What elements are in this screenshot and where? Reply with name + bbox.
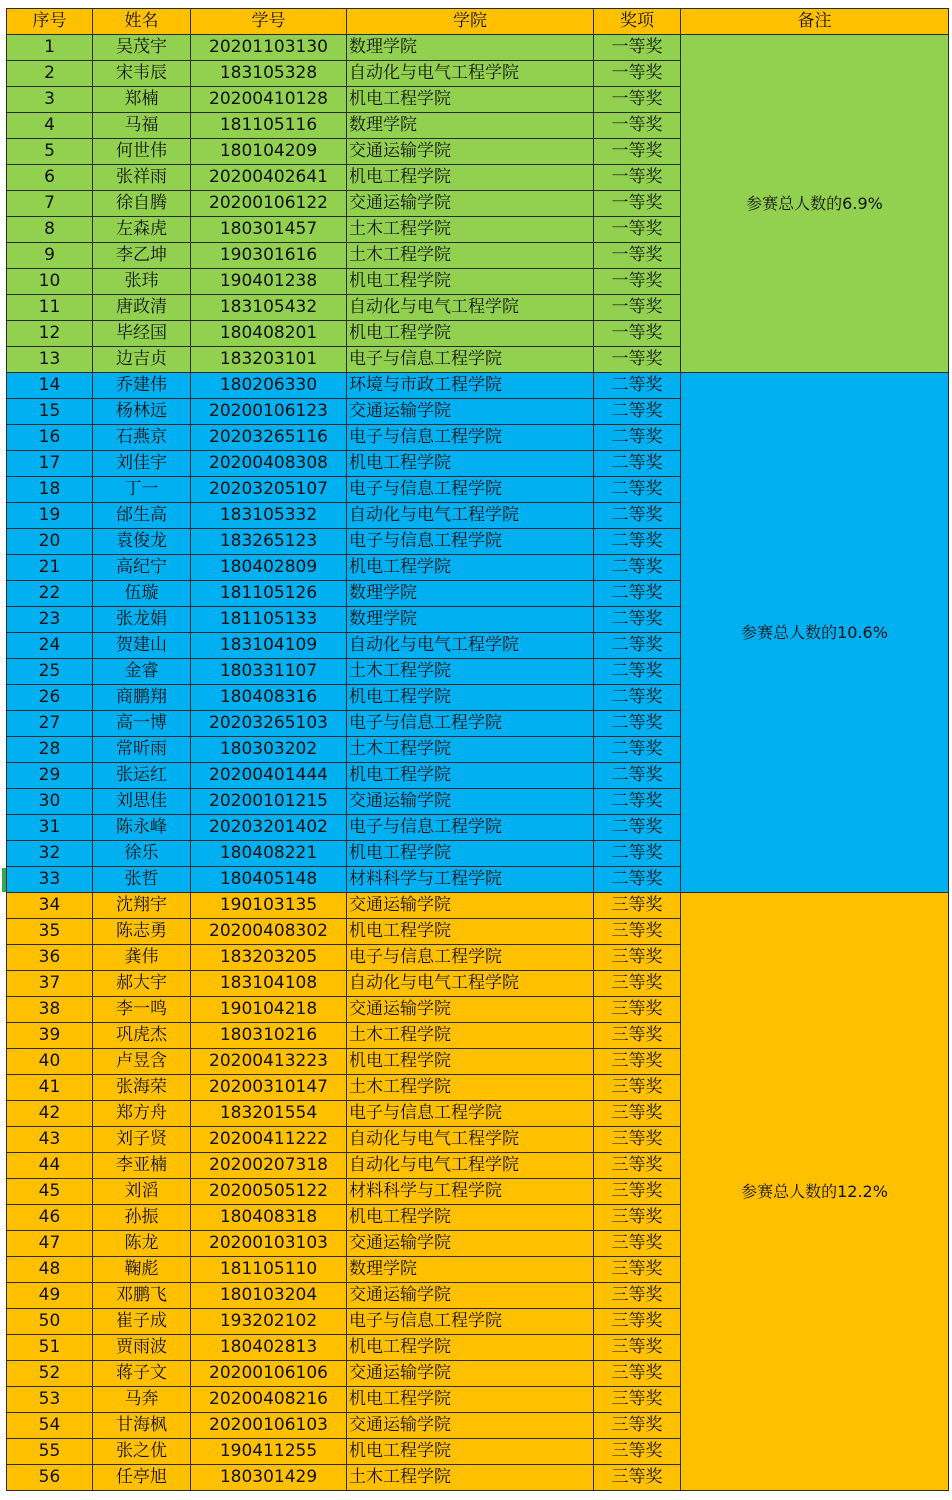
cell-name[interactable]: 金睿	[93, 659, 191, 685]
cell-college[interactable]: 交通运输学院	[347, 139, 594, 165]
cell-student-id[interactable]: 180103204	[191, 1283, 347, 1309]
cell-note-merged[interactable]: 参赛总人数的12.2%	[681, 893, 949, 1491]
cell-student-id[interactable]: 190103135	[191, 893, 347, 919]
cell-index[interactable]: 13	[7, 347, 93, 373]
cell-award[interactable]: 三等奖	[594, 1023, 681, 1049]
cell-award[interactable]: 一等奖	[594, 217, 681, 243]
cell-index[interactable]: 32	[7, 841, 93, 867]
cell-index[interactable]: 38	[7, 997, 93, 1023]
cell-index[interactable]: 52	[7, 1361, 93, 1387]
cell-award[interactable]: 三等奖	[594, 1101, 681, 1127]
header-cell-student-id[interactable]: 学号	[191, 9, 347, 35]
cell-name[interactable]: 张祥雨	[93, 165, 191, 191]
cell-award[interactable]: 三等奖	[594, 1075, 681, 1101]
cell-student-id[interactable]: 20203201402	[191, 815, 347, 841]
table-row	[7, 373, 949, 399]
cell-college[interactable]: 机电工程学院	[347, 87, 594, 113]
cell-college[interactable]: 机电工程学院	[347, 1205, 594, 1231]
cell-college[interactable]: 土木工程学院	[347, 659, 594, 685]
cell-student-id[interactable]: 20201103130	[191, 35, 347, 61]
cell-student-id[interactable]: 180206330	[191, 373, 347, 399]
cell-award[interactable]: 二等奖	[594, 503, 681, 529]
cell-college[interactable]: 电子与信息工程学院	[347, 945, 594, 971]
cell-name[interactable]: 郑方舟	[93, 1101, 191, 1127]
cell-name[interactable]: 鞠彪	[93, 1257, 191, 1283]
cell-college[interactable]: 数理学院	[347, 35, 594, 61]
cell-award[interactable]: 三等奖	[594, 1205, 681, 1231]
cell-student-id[interactable]: 20200103103	[191, 1231, 347, 1257]
header-cell-index[interactable]: 序号	[7, 9, 93, 35]
cell-student-id[interactable]: 190104218	[191, 997, 347, 1023]
cell-index[interactable]: 23	[7, 607, 93, 633]
cell-index[interactable]: 9	[7, 243, 93, 269]
cell-award[interactable]: 三等奖	[594, 1153, 681, 1179]
cell-award[interactable]: 二等奖	[594, 867, 681, 893]
cell-index[interactable]: 14	[7, 373, 93, 399]
cell-student-id[interactable]: 20200401444	[191, 763, 347, 789]
cell-index[interactable]: 12	[7, 321, 93, 347]
cell-student-id[interactable]: 20200207318	[191, 1153, 347, 1179]
cell-award[interactable]: 二等奖	[594, 399, 681, 425]
cell-note-merged[interactable]: 参赛总人数的6.9%	[681, 35, 949, 373]
cell-college[interactable]: 电子与信息工程学院	[347, 711, 594, 737]
cell-index[interactable]: 54	[7, 1413, 93, 1439]
cell-index[interactable]: 34	[7, 893, 93, 919]
cell-student-id[interactable]: 20200106123	[191, 399, 347, 425]
cell-college[interactable]: 土木工程学院	[347, 1075, 594, 1101]
cell-index[interactable]: 42	[7, 1101, 93, 1127]
table-body	[7, 35, 949, 1491]
cell-name[interactable]: 贾雨波	[93, 1335, 191, 1361]
cell-college[interactable]: 电子与信息工程学院	[347, 477, 594, 503]
cell-college[interactable]: 电子与信息工程学院	[347, 815, 594, 841]
cell-college[interactable]: 机电工程学院	[347, 269, 594, 295]
cell-student-id[interactable]: 190301616	[191, 243, 347, 269]
cell-index[interactable]: 36	[7, 945, 93, 971]
cell-name[interactable]: 刘思佳	[93, 789, 191, 815]
cell-college[interactable]: 数理学院	[347, 1257, 594, 1283]
cell-index[interactable]: 8	[7, 217, 93, 243]
cell-index[interactable]: 47	[7, 1231, 93, 1257]
cell-name[interactable]: 龚伟	[93, 945, 191, 971]
cell-college[interactable]: 自动化与电气工程学院	[347, 633, 594, 659]
award-table	[6, 8, 949, 1491]
cell-index[interactable]: 3	[7, 87, 93, 113]
cell-award[interactable]: 三等奖	[594, 1387, 681, 1413]
cell-name[interactable]: 高纪宁	[93, 555, 191, 581]
cell-student-id[interactable]: 20200505122	[191, 1179, 347, 1205]
cell-name[interactable]: 杨林远	[93, 399, 191, 425]
cell-index[interactable]: 4	[7, 113, 93, 139]
header-cell-name[interactable]: 姓名	[93, 9, 191, 35]
cell-index[interactable]: 46	[7, 1205, 93, 1231]
cell-college[interactable]: 交通运输学院	[347, 1413, 594, 1439]
cell-college[interactable]: 自动化与电气工程学院	[347, 61, 594, 87]
cell-award[interactable]: 一等奖	[594, 269, 681, 295]
cell-student-id[interactable]: 183201554	[191, 1101, 347, 1127]
cell-student-id[interactable]: 183265123	[191, 529, 347, 555]
cell-name[interactable]: 刘滔	[93, 1179, 191, 1205]
cell-name[interactable]: 李亚楠	[93, 1153, 191, 1179]
cell-award[interactable]: 三等奖	[594, 1231, 681, 1257]
cell-award[interactable]: 二等奖	[594, 789, 681, 815]
cell-award[interactable]: 二等奖	[594, 659, 681, 685]
cell-index[interactable]: 18	[7, 477, 93, 503]
cell-name[interactable]: 左森虎	[93, 217, 191, 243]
cell-student-id[interactable]: 183203205	[191, 945, 347, 971]
cell-name[interactable]: 徐乐	[93, 841, 191, 867]
cell-name[interactable]: 郑楠	[93, 87, 191, 113]
cell-name[interactable]: 刘佳宇	[93, 451, 191, 477]
cell-award[interactable]: 二等奖	[594, 477, 681, 503]
cell-student-id[interactable]: 20203205107	[191, 477, 347, 503]
cell-index[interactable]: 50	[7, 1309, 93, 1335]
cell-college[interactable]: 交通运输学院	[347, 399, 594, 425]
cell-student-id[interactable]: 180408201	[191, 321, 347, 347]
cell-student-id[interactable]: 20200408216	[191, 1387, 347, 1413]
cell-award[interactable]: 二等奖	[594, 529, 681, 555]
cell-student-id[interactable]: 180402813	[191, 1335, 347, 1361]
cell-index[interactable]: 11	[7, 295, 93, 321]
cell-name[interactable]: 李一鸣	[93, 997, 191, 1023]
cell-student-id[interactable]: 20203265103	[191, 711, 347, 737]
cell-college[interactable]: 自动化与电气工程学院	[347, 295, 594, 321]
cell-college[interactable]: 机电工程学院	[347, 451, 594, 477]
cell-college[interactable]: 材料科学与工程学院	[347, 1179, 594, 1205]
cell-index[interactable]: 6	[7, 165, 93, 191]
cell-name[interactable]: 陈志勇	[93, 919, 191, 945]
cell-student-id[interactable]: 20200413223	[191, 1049, 347, 1075]
cell-award[interactable]: 三等奖	[594, 1309, 681, 1335]
cell-student-id[interactable]: 20200101215	[191, 789, 347, 815]
cell-index[interactable]: 20	[7, 529, 93, 555]
cell-name[interactable]: 张玮	[93, 269, 191, 295]
cell-college[interactable]: 土木工程学院	[347, 217, 594, 243]
cell-student-id[interactable]: 180408318	[191, 1205, 347, 1231]
cell-index[interactable]: 35	[7, 919, 93, 945]
cell-college[interactable]: 机电工程学院	[347, 1335, 594, 1361]
cell-name[interactable]: 邓鹏飞	[93, 1283, 191, 1309]
cell-student-id[interactable]: 181105110	[191, 1257, 347, 1283]
cell-student-id[interactable]: 180402809	[191, 555, 347, 581]
cell-student-id[interactable]: 183105332	[191, 503, 347, 529]
cell-award[interactable]: 二等奖	[594, 815, 681, 841]
cell-award[interactable]: 三等奖	[594, 919, 681, 945]
cell-student-id[interactable]: 180405148	[191, 867, 347, 893]
cell-name[interactable]: 唐政清	[93, 295, 191, 321]
cell-award[interactable]: 三等奖	[594, 1127, 681, 1153]
cell-college[interactable]: 机电工程学院	[347, 165, 594, 191]
cell-college[interactable]: 自动化与电气工程学院	[347, 503, 594, 529]
cell-index[interactable]: 22	[7, 581, 93, 607]
cell-student-id[interactable]: 180301457	[191, 217, 347, 243]
cell-award[interactable]: 二等奖	[594, 425, 681, 451]
cell-award[interactable]: 一等奖	[594, 165, 681, 191]
cell-college[interactable]: 自动化与电气工程学院	[347, 1127, 594, 1153]
cell-index[interactable]: 56	[7, 1465, 93, 1491]
cell-award[interactable]: 三等奖	[594, 1413, 681, 1439]
cell-student-id[interactable]: 190411255	[191, 1439, 347, 1465]
cell-name[interactable]: 郝大宇	[93, 971, 191, 997]
cell-college[interactable]: 环境与市政工程学院	[347, 373, 594, 399]
cell-name[interactable]: 毕经国	[93, 321, 191, 347]
cell-award[interactable]: 三等奖	[594, 1257, 681, 1283]
cell-name[interactable]: 张运红	[93, 763, 191, 789]
cell-award[interactable]: 一等奖	[594, 35, 681, 61]
cell-student-id[interactable]: 180301429	[191, 1465, 347, 1491]
cell-name[interactable]: 巩虎杰	[93, 1023, 191, 1049]
cell-award[interactable]: 二等奖	[594, 841, 681, 867]
cell-award[interactable]: 一等奖	[594, 87, 681, 113]
cell-college[interactable]: 数理学院	[347, 581, 594, 607]
cell-index[interactable]: 49	[7, 1283, 93, 1309]
cell-index[interactable]: 43	[7, 1127, 93, 1153]
cell-index[interactable]: 28	[7, 737, 93, 763]
cell-student-id[interactable]: 20200410128	[191, 87, 347, 113]
cell-index[interactable]: 51	[7, 1335, 93, 1361]
cell-index[interactable]: 31	[7, 815, 93, 841]
cell-award[interactable]: 三等奖	[594, 893, 681, 919]
cell-college[interactable]: 电子与信息工程学院	[347, 1309, 594, 1335]
cell-college[interactable]: 交通运输学院	[347, 1231, 594, 1257]
cell-college[interactable]: 土木工程学院	[347, 1465, 594, 1491]
cell-name[interactable]: 何世伟	[93, 139, 191, 165]
cell-name[interactable]: 刘子贤	[93, 1127, 191, 1153]
cell-student-id[interactable]: 180408316	[191, 685, 347, 711]
cell-award[interactable]: 三等奖	[594, 1465, 681, 1491]
cell-name[interactable]: 张海荣	[93, 1075, 191, 1101]
cell-student-id[interactable]: 181105126	[191, 581, 347, 607]
cell-college[interactable]: 土木工程学院	[347, 243, 594, 269]
cell-student-id[interactable]: 180303202	[191, 737, 347, 763]
cell-college[interactable]: 交通运输学院	[347, 997, 594, 1023]
cell-index[interactable]: 10	[7, 269, 93, 295]
cell-name[interactable]: 邰生高	[93, 503, 191, 529]
cell-award[interactable]: 一等奖	[594, 295, 681, 321]
cell-index[interactable]: 40	[7, 1049, 93, 1075]
cell-student-id[interactable]: 20200106103	[191, 1413, 347, 1439]
cell-name[interactable]: 贺建山	[93, 633, 191, 659]
cell-award[interactable]: 二等奖	[594, 763, 681, 789]
cell-award[interactable]: 三等奖	[594, 1335, 681, 1361]
cell-award[interactable]: 一等奖	[594, 321, 681, 347]
cell-student-id[interactable]: 20200310147	[191, 1075, 347, 1101]
cell-college[interactable]: 机电工程学院	[347, 555, 594, 581]
cell-student-id[interactable]: 180331107	[191, 659, 347, 685]
header-cell-college[interactable]: 学院	[347, 9, 594, 35]
cell-award[interactable]: 一等奖	[594, 191, 681, 217]
cell-award[interactable]: 三等奖	[594, 1361, 681, 1387]
cell-student-id[interactable]: 180408221	[191, 841, 347, 867]
cell-student-id[interactable]: 20200106122	[191, 191, 347, 217]
cell-award[interactable]: 三等奖	[594, 1283, 681, 1309]
header-cell-note[interactable]: 备注	[681, 9, 949, 35]
cell-award[interactable]: 一等奖	[594, 139, 681, 165]
cell-name[interactable]: 张龙娟	[93, 607, 191, 633]
cell-index[interactable]: 44	[7, 1153, 93, 1179]
table-row	[7, 35, 949, 61]
cell-student-id[interactable]: 180104209	[191, 139, 347, 165]
cell-index[interactable]: 5	[7, 139, 93, 165]
cell-name[interactable]: 商鹏翔	[93, 685, 191, 711]
cell-college[interactable]: 电子与信息工程学院	[347, 1101, 594, 1127]
cell-college[interactable]: 土木工程学院	[347, 1023, 594, 1049]
cell-college[interactable]: 机电工程学院	[347, 919, 594, 945]
cell-award[interactable]: 一等奖	[594, 347, 681, 373]
cell-name[interactable]: 张哲	[93, 867, 191, 893]
cell-award[interactable]: 三等奖	[594, 1439, 681, 1465]
cell-college[interactable]: 机电工程学院	[347, 321, 594, 347]
cell-index[interactable]: 39	[7, 1023, 93, 1049]
cell-award[interactable]: 三等奖	[594, 945, 681, 971]
cell-college[interactable]: 交通运输学院	[347, 1361, 594, 1387]
cell-student-id[interactable]: 193202102	[191, 1309, 347, 1335]
cell-index[interactable]: 29	[7, 763, 93, 789]
cell-award[interactable]: 二等奖	[594, 737, 681, 763]
cell-college[interactable]: 土木工程学院	[347, 737, 594, 763]
header-row	[7, 9, 949, 35]
cell-student-id[interactable]: 20200408302	[191, 919, 347, 945]
cell-student-id[interactable]: 183105328	[191, 61, 347, 87]
cell-name[interactable]: 石燕京	[93, 425, 191, 451]
cell-student-id[interactable]: 183203101	[191, 347, 347, 373]
cell-college[interactable]: 自动化与电气工程学院	[347, 971, 594, 997]
cell-student-id[interactable]: 20203265116	[191, 425, 347, 451]
cell-index[interactable]: 24	[7, 633, 93, 659]
cell-college[interactable]: 交通运输学院	[347, 1283, 594, 1309]
cell-name[interactable]: 丁一	[93, 477, 191, 503]
cell-index[interactable]: 41	[7, 1075, 93, 1101]
cell-college[interactable]: 机电工程学院	[347, 685, 594, 711]
cell-name[interactable]: 马福	[93, 113, 191, 139]
cell-index[interactable]: 15	[7, 399, 93, 425]
cell-college[interactable]: 电子与信息工程学院	[347, 529, 594, 555]
cell-student-id[interactable]: 20200106106	[191, 1361, 347, 1387]
cell-index[interactable]: 30	[7, 789, 93, 815]
cell-name[interactable]: 陈龙	[93, 1231, 191, 1257]
cell-award[interactable]: 三等奖	[594, 971, 681, 997]
cell-college[interactable]: 自动化与电气工程学院	[347, 1153, 594, 1179]
cell-index[interactable]: 2	[7, 61, 93, 87]
cell-name[interactable]: 常昕雨	[93, 737, 191, 763]
cell-index[interactable]: 19	[7, 503, 93, 529]
cell-college[interactable]: 机电工程学院	[347, 1439, 594, 1465]
cell-index[interactable]: 17	[7, 451, 93, 477]
cell-index[interactable]: 1	[7, 35, 93, 61]
cell-name[interactable]: 李乙坤	[93, 243, 191, 269]
cell-student-id[interactable]: 20200411222	[191, 1127, 347, 1153]
cell-index[interactable]: 27	[7, 711, 93, 737]
cell-award[interactable]: 二等奖	[594, 581, 681, 607]
cell-college[interactable]: 交通运输学院	[347, 789, 594, 815]
cell-index[interactable]: 7	[7, 191, 93, 217]
cell-name[interactable]: 伍璇	[93, 581, 191, 607]
cell-college[interactable]: 机电工程学院	[347, 1387, 594, 1413]
cell-name[interactable]: 孙振	[93, 1205, 191, 1231]
cell-name[interactable]: 乔建伟	[93, 373, 191, 399]
cell-award[interactable]: 一等奖	[594, 61, 681, 87]
cell-note-merged[interactable]: 参赛总人数的10.6%	[681, 373, 949, 893]
cell-award[interactable]: 三等奖	[594, 1179, 681, 1205]
cell-name[interactable]: 马奔	[93, 1387, 191, 1413]
cell-name[interactable]: 陈永峰	[93, 815, 191, 841]
cell-student-id[interactable]: 20200402641	[191, 165, 347, 191]
cell-award[interactable]: 二等奖	[594, 373, 681, 399]
cell-index[interactable]: 55	[7, 1439, 93, 1465]
cell-college[interactable]: 电子与信息工程学院	[347, 425, 594, 451]
cell-name[interactable]: 卢昱含	[93, 1049, 191, 1075]
cell-college[interactable]: 机电工程学院	[347, 841, 594, 867]
cell-college[interactable]: 交通运输学院	[347, 191, 594, 217]
cell-student-id[interactable]: 181105116	[191, 113, 347, 139]
cell-name[interactable]: 崔子成	[93, 1309, 191, 1335]
cell-student-id[interactable]: 180310216	[191, 1023, 347, 1049]
cell-index[interactable]: 16	[7, 425, 93, 451]
cell-award[interactable]: 三等奖	[594, 1049, 681, 1075]
cell-index[interactable]: 48	[7, 1257, 93, 1283]
cell-index[interactable]: 26	[7, 685, 93, 711]
cell-college[interactable]: 机电工程学院	[347, 763, 594, 789]
cell-name[interactable]: 袁俊龙	[93, 529, 191, 555]
header-cell-award[interactable]: 奖项	[594, 9, 681, 35]
cell-index[interactable]: 33	[7, 867, 93, 893]
cell-index[interactable]: 37	[7, 971, 93, 997]
cell-student-id[interactable]: 190401238	[191, 269, 347, 295]
cell-award[interactable]: 二等奖	[594, 711, 681, 737]
cell-student-id[interactable]: 183104108	[191, 971, 347, 997]
cell-college[interactable]: 交通运输学院	[347, 893, 594, 919]
cell-college[interactable]: 数理学院	[347, 607, 594, 633]
cell-name[interactable]: 甘海枫	[93, 1413, 191, 1439]
cell-name[interactable]: 宋韦辰	[93, 61, 191, 87]
cell-student-id[interactable]: 183105432	[191, 295, 347, 321]
cell-award[interactable]: 一等奖	[594, 243, 681, 269]
cell-name[interactable]: 任亭旭	[93, 1465, 191, 1491]
cell-name[interactable]: 吴茂宇	[93, 35, 191, 61]
cell-award[interactable]: 三等奖	[594, 997, 681, 1023]
cell-name[interactable]: 张之优	[93, 1439, 191, 1465]
cell-award[interactable]: 二等奖	[594, 685, 681, 711]
cell-award[interactable]: 二等奖	[594, 607, 681, 633]
cell-student-id[interactable]: 183104109	[191, 633, 347, 659]
cell-college[interactable]: 电子与信息工程学院	[347, 347, 594, 373]
cell-name[interactable]: 高一博	[93, 711, 191, 737]
cell-index[interactable]: 45	[7, 1179, 93, 1205]
cell-name[interactable]: 边吉贞	[93, 347, 191, 373]
cell-college[interactable]: 数理学院	[347, 113, 594, 139]
cell-college[interactable]: 材料科学与工程学院	[347, 867, 594, 893]
cell-index[interactable]: 25	[7, 659, 93, 685]
cell-student-id[interactable]: 181105133	[191, 607, 347, 633]
cell-index[interactable]: 53	[7, 1387, 93, 1413]
table-row	[7, 893, 949, 919]
cell-name[interactable]: 徐自腾	[93, 191, 191, 217]
cell-student-id[interactable]: 20200408308	[191, 451, 347, 477]
cell-award[interactable]: 一等奖	[594, 113, 681, 139]
cell-award[interactable]: 二等奖	[594, 633, 681, 659]
cell-index[interactable]: 21	[7, 555, 93, 581]
cell-name[interactable]: 蒋子文	[93, 1361, 191, 1387]
cell-college[interactable]: 机电工程学院	[347, 1049, 594, 1075]
cell-award[interactable]: 二等奖	[594, 555, 681, 581]
cell-award[interactable]: 二等奖	[594, 451, 681, 477]
cell-name[interactable]: 沈翔宇	[93, 893, 191, 919]
